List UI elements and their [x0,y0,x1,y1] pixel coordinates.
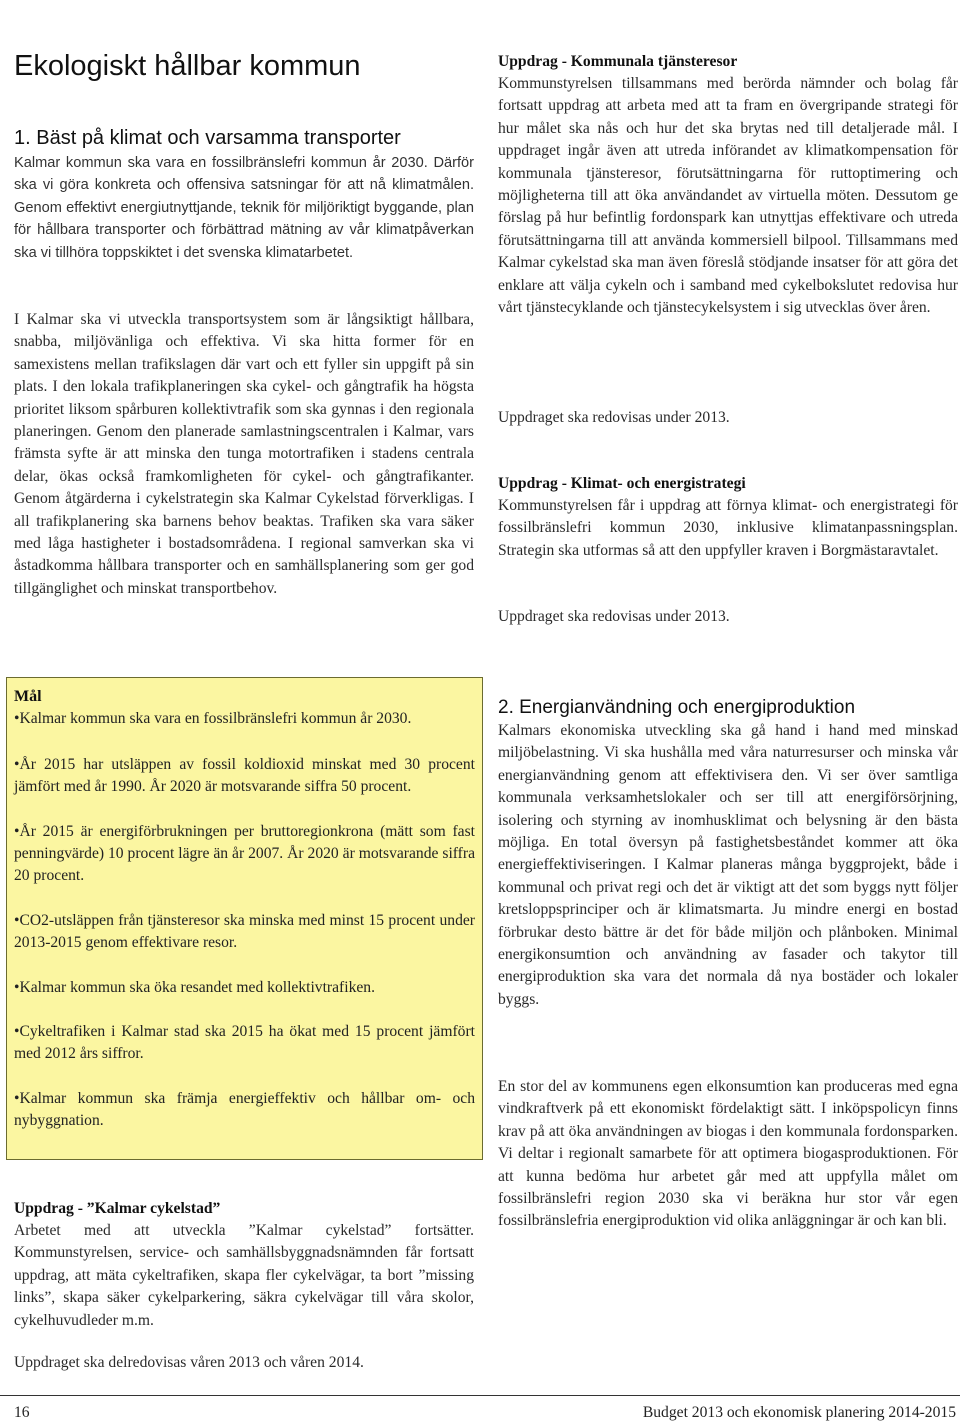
footer-rule [0,1395,960,1396]
page-title: Ekologiskt hållbar kommun [14,50,361,82]
uppdrag-cykelstad-body: Arbetet med att utveckla ”Kalmar cykelstad” fortsätter. Kommunstyrelsen, service- och samhällsbyggnadsnämnden får fortsatt uppdrag, att mäta cykeltrafiken, skapa fler cykelvägar, ta bort ”missing links”, skapa säker cykelparkering, säkra cykelvägar till våra skolor, cykelhuvudleder m.m. [14,1222,474,1329]
uppdrag-klimat-body: Kommunstyrelsen får i uppdrag att förnya klimat- och energistrategi för fossilbränslefri kommun 2030, inklusive klimatanpassningsplan. Strategin ska utformas så att den uppfyller kraven i Borgmästaravtalet. [498,497,958,559]
goal-item: •Kalmar kommun ska öka resandet med kollektivtrafiken. [14,978,375,996]
goal-item: •Cykeltrafiken i Kalmar stad ska 2015 ha ökat med 15 procent jämfört med 2012 års siffror. [14,1023,475,1063]
goals-box [6,677,483,1160]
goal-item: •År 2015 är energiförbrukningen per bruttoregionkrona (mätt som fast penningvärde) 10 procent lägre än år 2007. År 2020 är motsvarande siffra 20 procent. [14,822,475,885]
publication-title: Budget 2013 och ekonomisk planering 2014-2015 [642,1404,956,1421]
goal-item: •CO2-utsläppen från tjänsteresor ska minska med minst 15 procent under 2013-2015 genom effektivare resor. [14,911,475,952]
section1-intro: Kalmar kommun ska vara en fossilbränslefri kommun år 2030. Därför ska vi göra konkreta och offensiva satsningar för att nå klimatmålen. Genom effektivt energiutnyttjande, teknik för miljöriktigt byggande, plan för hållbara transporter och förbättrad mätning av vår klimatpåverkan ska vi tillhöra toppskiktet i det svenska klimatarbetet. [14,155,474,261]
goal-item: •År 2015 har utsläppen av fossil koldioxid minskat med 30 procent jämfört med år 1990. År 2020 är motsvarande siffra 50 procent. [14,755,475,796]
section1-transport-paragraph: I Kalmar ska vi utveckla transportsystem som är långsiktigt hållbara, snabba, miljövänliga och effektiva. Vi ska hitta former för en samexistens mellan trafikslagen där vart och ett fyller sin uppgift på sin plats. I den lokala trafikplaneringen ska cykel- och gångtrafik ha högsta prioritet liksom spårburen kollektivtrafik som ska gynnas i den regionala planeringen. Genom den planerade samlastningscentralen i Kalmar, vars främsta syfte är att minska den tunga motortrafiken i stadens centrala delar, ökas också framkomligheten för cykel- och gångtrafikanter. Genom åtgärderna i cykelstrategin ska Kalmar Cykelstad förverkligas. I all trafikplanering ska barnens behov beaktas. Trafiken ska vara säker med låga hastigheter i bostadsområdena. I regional samverkan ska vi åstadkomma hållbara transporter och en samhällsplanering som ger god tillgänglighet och minskat transportbehov. [14,311,474,597]
uppdrag-cykelstad-heading: Uppdrag - ”Kalmar cykelstad” [14,1200,221,1217]
page-number: 16 [14,1404,30,1421]
uppdrag-cykelstad-report: Uppdraget ska delredovisas våren 2013 och våren 2014. [14,1354,364,1371]
uppdrag-klimat-report: Uppdraget ska redovisas under 2013. [498,608,730,625]
goal-item: •Kalmar kommun ska vara en fossilbränslefri kommun år 2030. [14,710,412,728]
section1-heading: 1. Bäst på klimat och varsamma transporter [14,127,401,149]
uppdrag-tjansteresor-report: Uppdraget ska redovisas under 2013. [498,409,730,426]
goal-item: •Kalmar kommun ska främja energieffektiv och hållbar om- och nybyggnation. [14,1089,475,1130]
goals-heading: Mål [14,688,42,705]
section2-paragraph-1: Kalmars ekonomiska utveckling ska gå hand i hand med minskad miljöbelastning. Vi ska hushålla med våra naturresurser och minska vår energianvändning genom att effektivisera den. Vi ser över samtliga kommunala verksamhetslokaler och ser till att energiförsörjning, isolering och styrning av inomhusklimat och belysning är den bästa möjliga. En total översyn på fastighetsbeståndet kommer att öka energieffektiviseringen. I Kalmar planeras många byggprojekt, både i kommunal och privat regi och det är viktigt att det som byggs nytt följer kretsloppsprinciper och är klimatsmarta. Ju mindre energi en bostad förbrukar desto bättre är det för både miljön och plånboken. Minimal energikonsumtion och användning av fasader och takytor till energiproduktion ska vara det normala då nya bostäder och lokaler byggs. [498,722,958,1008]
uppdrag-tjansteresor-heading: Uppdrag - Kommunala tjänsteresor [498,53,738,70]
section2-heading: 2. Energianvändning och energiproduktion [498,697,856,718]
uppdrag-tjansteresor-body: Kommunstyrelsen tillsammans med berörda nämnder och bolag får fortsatt uppdrag att arbeta med att ta fram en övergripande strategi för hur målet ska nås och hur det ska brytas ned till detaljerade mål. I uppdraget ingår även att utreda införandet av klimatkompensation för kommunala tjänsteresor, förutsättningarna för ruttoptimering och möjligheterna till att öka användandet av virtuella möten. Dessutom ge förslag på hur befintlig fordonspark kan utnyttjas effektivare och utreda förutsättningarna till att använda kommersiell bilpool. Tillsammans med Kalmar cykelstad ska man även föreslå stödjande insatser för att göra det enklare att välja cykeln och i samband med cykelbokslutet redovisa hur vårt tjänstecyklande och tjänstecykelsystem i sig utvecklas över åren. [498,75,958,317]
section2-paragraph-2: En stor del av kommunens egen elkonsumtion kan produceras med egna vindkraftverk på ett ekonomiskt fördelaktigt sätt. I inköpspolicyn finns krav på att öka användningen av biogas i den kommunala fordonsparken. Vi deltar i regionalt samarbete för att optimera biogasproduktionen. För att kunna bedöma hur arbetet går med att uppfylla målet om fossilbränslefri region 2030 ska vi beräkna hur stor vår egen fossilbränslefria energiproduktion vid olika anläggningar är och kan bli. [498,1078,958,1230]
uppdrag-klimat-heading: Uppdrag - Klimat- och energistrategi [498,475,746,492]
